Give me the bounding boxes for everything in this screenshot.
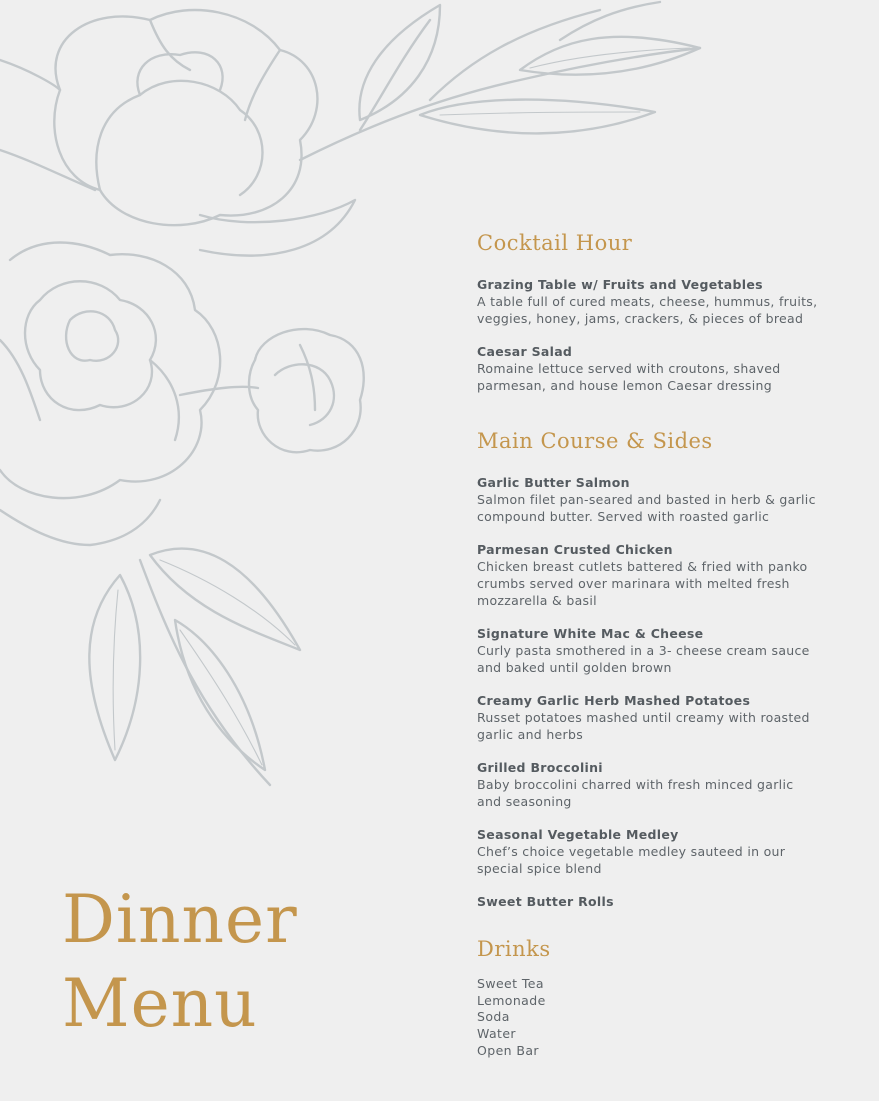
menu-item [477,826,822,877]
menu-item-name: Parmesan Crusted Chicken [477,542,673,557]
menu-item-description: Salmon filet pan-seared and basted in herb & garlic compound butter. Served with roasted garlic [477,492,816,524]
section-main-course [477,424,822,910]
menu-item-description: Curly pasta smothered in a 3- cheese cream sauce and baked until golden brown [477,643,810,675]
drink-item: Water [477,1026,516,1042]
drink-item: Lemonade [477,992,546,1008]
menu-item [477,692,822,743]
menu-item [477,541,822,609]
menu-title-line1: Dinner [62,881,298,958]
section-heading: Drinks [477,937,551,961]
menu-item [477,343,822,394]
menu-item [477,759,822,810]
menu-item [477,276,822,327]
drink-item: Soda [477,1009,510,1025]
menu-title [62,878,298,1046]
menu-item [477,893,822,910]
menu-item-name: Seasonal Vegetable Medley [477,827,679,842]
drink-item: Open Bar [477,1042,539,1058]
menu-item-name: Grilled Broccolini [477,760,603,775]
drink-item: Sweet Tea [477,976,544,991]
menu-item-description: Chicken breast cutlets battered & fried with panko crumbs served over marinara with melted fresh mozzarella & basil [477,559,808,608]
menu-item-description: Romaine lettuce served with croutons, shaved parmesan, and house lemon Caesar dressing [477,361,781,393]
menu-item-description: Baby broccolini charred with fresh minced garlic and seasoning [477,777,794,809]
menu-item-name: Creamy Garlic Herb Mashed Potatoes [477,693,751,708]
menu-item [477,625,822,676]
menu-item-name: Grazing Table w/ Fruits and Vegetables [477,277,763,292]
menu-item-description: A table full of cured meats, cheese, hummus, fruits, veggies, honey, jams, crackers, & pieces of bread [477,294,818,326]
section-drinks [477,932,822,1060]
menu-title-line2: Menu [62,965,258,1042]
menu-item-description: Chef’s choice vegetable medley sauteed in our special spice blend [477,844,786,876]
menu-content [477,226,822,1082]
section-heading: Main Course & Sides [477,429,713,453]
menu-item-name: Caesar Salad [477,344,573,359]
menu-item-name: Sweet Butter Rolls [477,894,614,909]
menu-item [477,474,822,525]
section-heading: Cocktail Hour [477,231,633,255]
section-cocktail-hour [477,226,822,394]
menu-item-name: Garlic Butter Salmon [477,475,630,490]
menu-item-name: Signature White Mac & Cheese [477,626,704,641]
menu-item-description: Russet potatoes mashed until creamy with roasted garlic and herbs [477,710,810,742]
